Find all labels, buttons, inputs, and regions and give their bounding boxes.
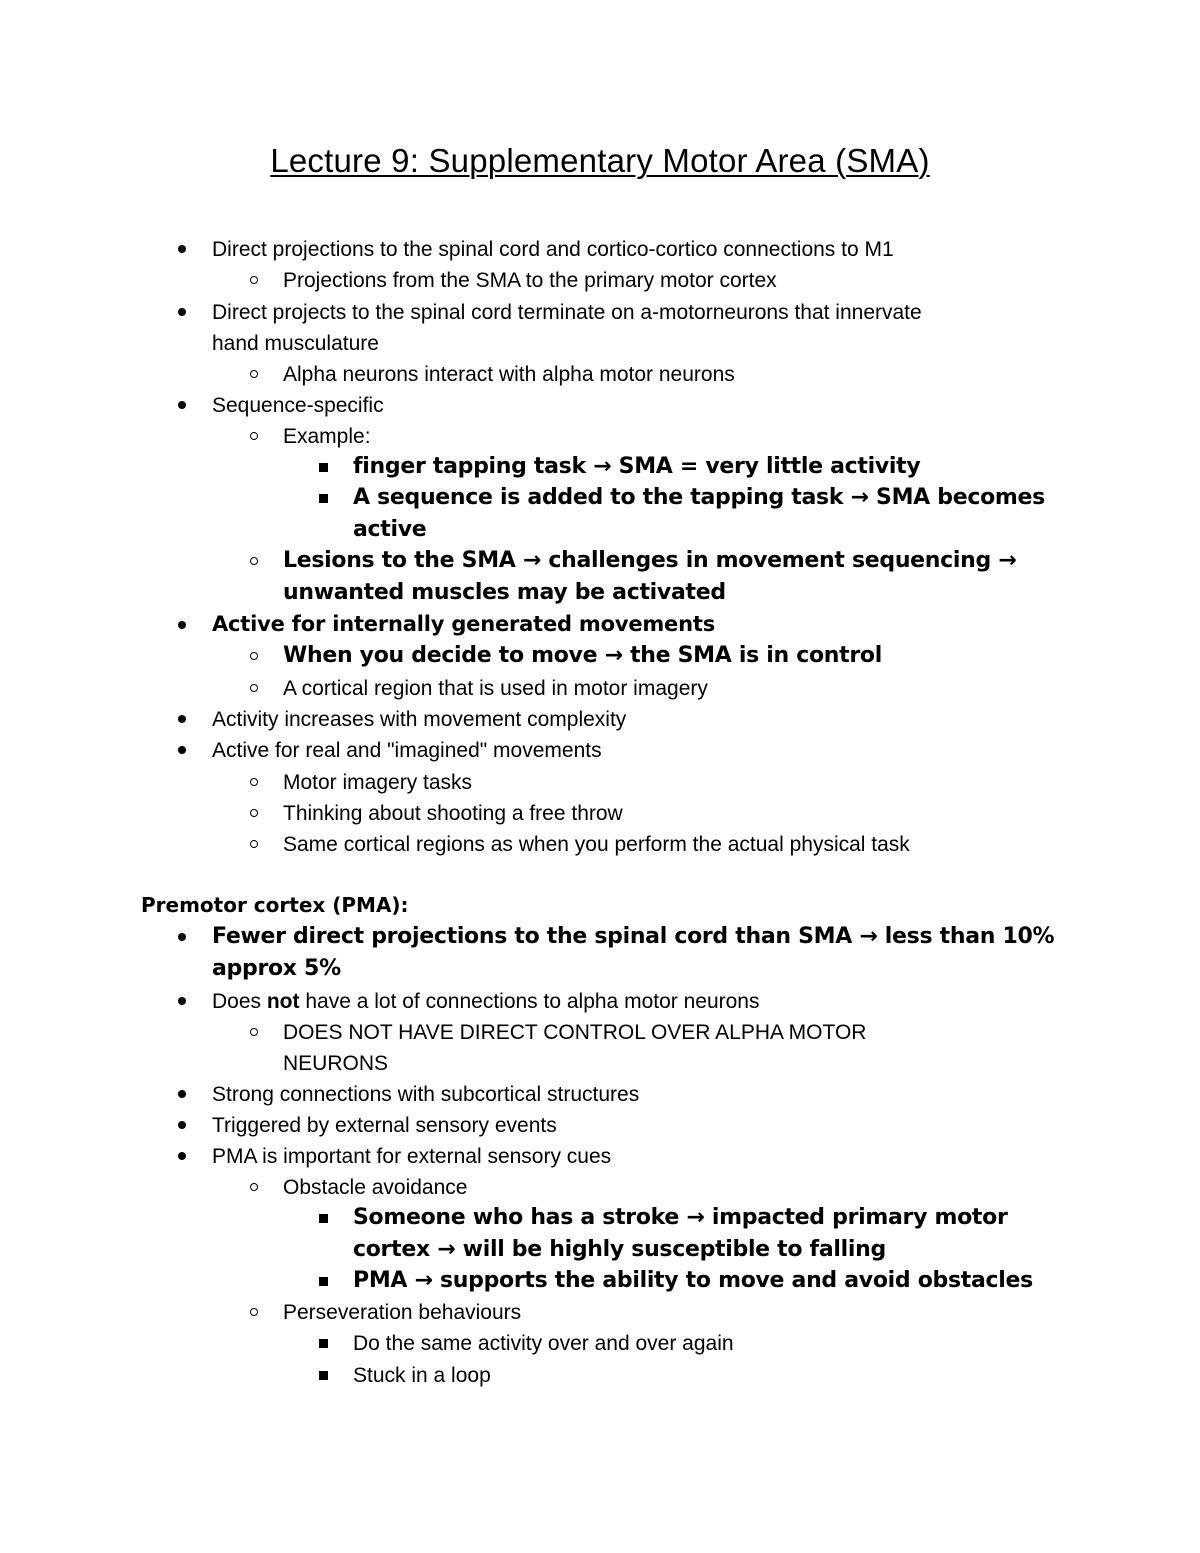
list-item: Active for real and "imagined" movements xyxy=(212,739,602,762)
section-heading: Premotor cortex (PMA): xyxy=(141,893,409,917)
list-item: Projections from the SMA to the primary motor cortex xyxy=(283,269,777,292)
list-item-continued: unwanted muscles may be activated xyxy=(283,580,726,605)
list-item xyxy=(212,986,759,1017)
list-item: A cortical region that is used in motor imagery xyxy=(283,677,708,700)
list-item: Do the same activity over and over again xyxy=(353,1332,734,1355)
bullet-circle xyxy=(250,1183,258,1191)
bullet-square xyxy=(319,1277,328,1286)
list-item: Strong connections with subcortical structures xyxy=(212,1083,640,1106)
bullet-square xyxy=(319,463,328,472)
list-item-continued: hand musculature xyxy=(212,332,379,355)
bullet-disc xyxy=(178,715,186,723)
bullet-square xyxy=(319,1371,328,1380)
list-item: finger tapping task → SMA = very little activity xyxy=(353,454,921,479)
list-item: Motor imagery tasks xyxy=(283,771,473,794)
bullet-circle xyxy=(250,1028,258,1036)
list-item: Activity increases with movement complexity xyxy=(212,708,627,731)
list-item: Active for internally generated movements xyxy=(212,612,715,636)
list-item: Example: xyxy=(283,425,371,448)
list-item: Fewer direct projections to the spinal cord than SMA → less than 10% xyxy=(212,924,1055,949)
list-item: Sequence-specific xyxy=(212,394,384,417)
bullet-circle xyxy=(250,809,258,817)
bullet-disc xyxy=(178,746,186,754)
list-item: DOES NOT HAVE DIRECT CONTROL OVER ALPHA MOTOR xyxy=(283,1021,867,1044)
bullet-square xyxy=(319,1339,328,1348)
list-item-continued: approx 5% xyxy=(212,956,341,981)
bullet-disc xyxy=(178,245,186,253)
list-item: PMA → supports the ability to move and avoid obstacles xyxy=(353,1268,1033,1293)
page-title: Lecture 9: Supplementary Motor Area (SMA) xyxy=(270,142,930,179)
bullet-circle xyxy=(250,652,258,660)
list-item: Stuck in a loop xyxy=(353,1364,491,1387)
bullet-disc xyxy=(178,997,186,1005)
list-item: A sequence is added to the tapping task → SMA becomes xyxy=(353,485,1045,510)
list-item: Thinking about shooting a free throw xyxy=(283,802,623,825)
bullet-circle xyxy=(250,276,258,284)
list-item: PMA is important for external sensory cues xyxy=(212,1145,612,1168)
bullet-circle xyxy=(250,1308,258,1316)
bullet-circle xyxy=(250,840,258,848)
list-item: Alpha neurons interact with alpha motor neurons xyxy=(283,363,735,386)
bullet-square xyxy=(319,494,328,503)
bullet-disc xyxy=(178,1152,186,1160)
list-item: Direct projects to the spinal cord terminate on a-motorneurons that innervate xyxy=(212,301,922,324)
list-item-continued: active xyxy=(353,517,427,542)
bullet-circle xyxy=(250,370,258,378)
bullet-disc xyxy=(178,621,186,629)
bullet-square xyxy=(319,1214,328,1223)
text-run: Does xyxy=(212,990,267,1013)
bullet-disc xyxy=(178,401,186,409)
list-item-continued: NEURONS xyxy=(283,1052,389,1075)
bullet-disc xyxy=(178,308,186,316)
list-item: Same cortical regions as when you perform the actual physical task xyxy=(283,833,910,856)
list-item: Perseveration behaviours xyxy=(283,1301,522,1324)
bullet-circle xyxy=(250,432,258,440)
emphasis-text: not xyxy=(266,990,300,1013)
bullet-disc xyxy=(178,1090,186,1098)
list-item: Lesions to the SMA → challenges in movement sequencing → xyxy=(283,548,1017,573)
list-item: When you decide to move → the SMA is in control xyxy=(283,643,882,668)
list-item: Obstacle avoidance xyxy=(283,1176,468,1199)
list-item: Direct projections to the spinal cord and cortico-cortico connections to M1 xyxy=(212,238,894,261)
bullet-circle xyxy=(250,557,258,565)
bullet-disc xyxy=(178,1121,186,1129)
bullet-circle xyxy=(250,684,258,692)
bullet-disc xyxy=(178,933,186,941)
list-item: Someone who has a stroke → impacted primary motor xyxy=(353,1205,1008,1230)
list-item: Triggered by external sensory events xyxy=(212,1114,557,1137)
bullet-circle xyxy=(250,778,258,786)
list-item-continued: cortex → will be highly susceptible to falling xyxy=(353,1237,886,1262)
text-run: have a lot of connections to alpha motor neurons xyxy=(299,990,760,1013)
